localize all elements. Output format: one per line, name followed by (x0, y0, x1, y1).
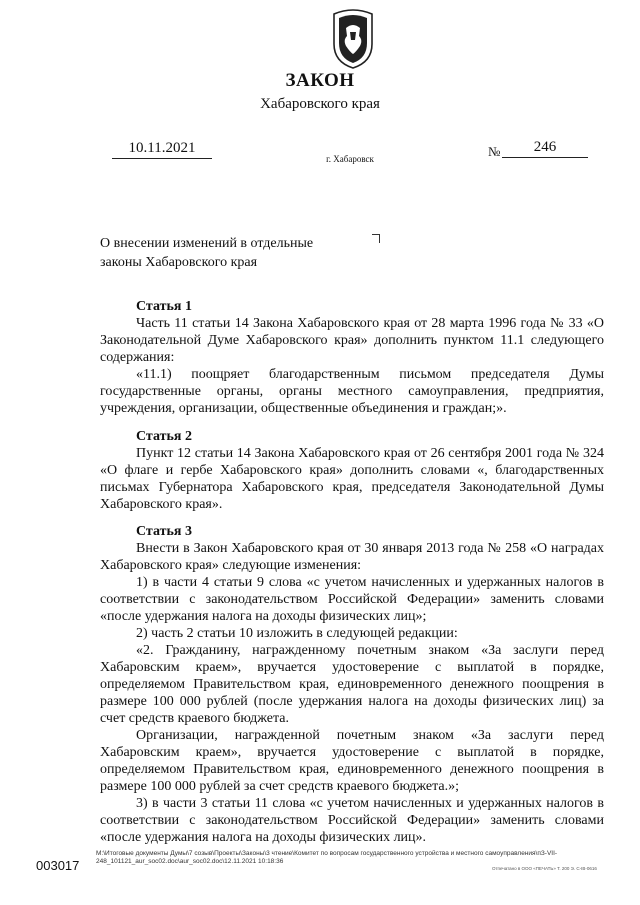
article-1-paragraph-2: «11.1) поощряет благодарственным письмом председателя Думы государственные органы, органы местного самоуправления, предприятия, учреждения, организации, общественные объединения и граждан;». (100, 367, 604, 416)
article-3-paragraph-5: Организации, награжденной почетным знаком «За заслуги перед Хабаровским краем», вручается удостоверение с выплатой в порядке, определяемом Правительством края, единовременного денежного поощрения в размере 100 000 рублей за счет средств краевого бюджета.»; (100, 728, 604, 794)
article-2 (100, 428, 604, 513)
article-2-paragraph-1: Пункт 12 статьи 14 Закона Хабаровского края от 26 сентября 2001 года № 324 «О флаге и гербе Хабаровского края» дополнить словами «, благодарственных письмах Губернатора Хабаровского края, председателя Законодательной Думы Хабаровского края». (100, 446, 604, 512)
article-1-heading: Статья 1 (136, 299, 192, 314)
article-3-paragraph-2: 1) в части 4 статьи 9 слова «с учетом начисленных и удержанных налогов в соответствии с законодательством Российской Федерации» заменить словами «после удержания налога на доходы физических лиц»; (100, 575, 604, 624)
article-1 (100, 298, 604, 417)
subject-line-2: законы Хабаровского края (100, 255, 258, 270)
law-subject (100, 234, 380, 272)
article-3-paragraph-1: Внести в Закон Хабаровского края от 30 января 2013 года № 258 «О наградах Хабаровского края» следующие изменения: (100, 541, 604, 573)
article-3 (100, 523, 604, 846)
article-3-paragraph-6: 3) в части 3 статьи 11 слова «с учетом начисленных и удержанных налогов в соответствии с законодательством Российской Федерации» заменить словами «после удержания налога на доходы физических лиц». (100, 796, 604, 845)
city-label: г. Хабаровск (326, 154, 374, 164)
subject-bracket (372, 234, 380, 243)
document-date: 10.11.2021 (112, 140, 212, 159)
subject-line-1: О внесении изменений в отдельные (100, 236, 314, 251)
article-3-paragraph-4: «2. Гражданину, награжденному почетным знаком «За заслуги перед Хабаровским краем», вручается удостоверение с выплатой в порядке, определяемом Правительством края, единовременного денежного поощрения в размере 100 000 рублей (после удержания налога на доходы физических лиц) за счет средств краевого бюджета. (100, 643, 604, 726)
article-2-heading: Статья 2 (136, 429, 192, 444)
coat-of-arms-emblem (330, 8, 376, 70)
footer-document-code: 003017 (36, 858, 80, 873)
footer-print-note: Отпечатано в ООО «ПЕЧАТЬ» Т. 200 Э. С-IB-0616 (492, 866, 597, 871)
article-1-paragraph-1: Часть 11 статьи 14 Закона Хабаровского края от 28 марта 1996 года № 33 «О Законодательной Думе Хабаровского края» дополнить пунктом 11.1 следующего содержания: (100, 316, 604, 365)
document-subtitle: Хабаровского края (260, 96, 380, 112)
document-title: ЗАКОН (285, 70, 355, 91)
document-number: 246 (502, 139, 588, 158)
footer-file-path: М:\Итоговые документы Думы\7 созыв\Проекты\Законы\3 чтение\Комитет по вопросам государственного устройства и местного самоуправления\пЗ-VII-248_101121_aur_soc02.doc\aur_soc02.doc\12.11.2021 10:18:36 (96, 850, 558, 865)
number-sign: № (488, 144, 501, 159)
article-3-heading: Статья 3 (136, 524, 192, 539)
article-3-paragraph-3: 2) часть 2 статьи 10 изложить в следующей редакции: (136, 626, 458, 641)
